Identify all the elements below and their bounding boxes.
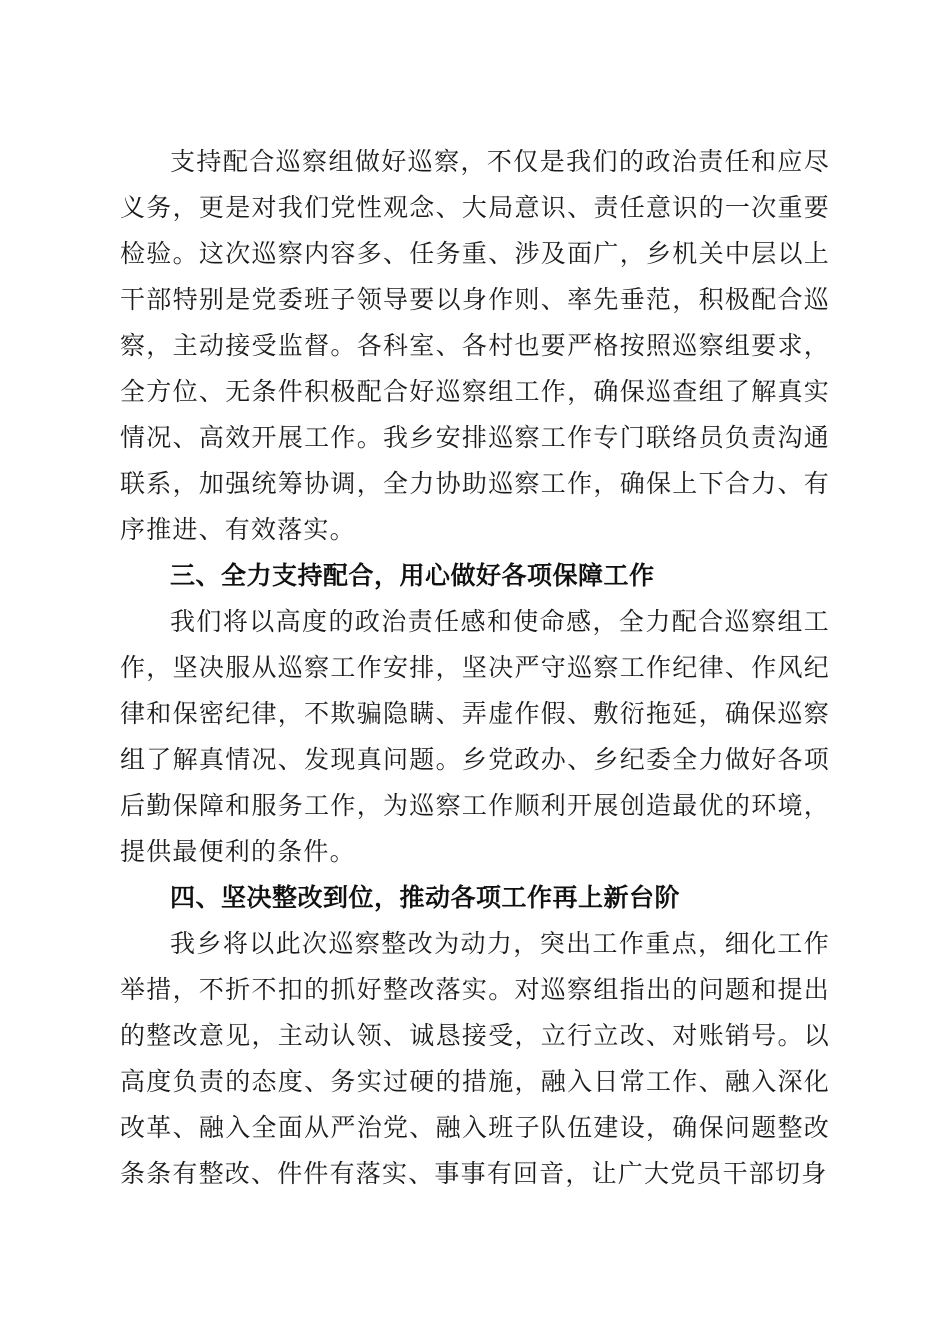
body-paragraph: 我们将以高度的政治责任感和使命感，全力配合巡察组工作，坚决服从巡察工作安排，坚决严守巡察工作纪律、作风纪律和保密纪律，不欺骗隐瞒、弄虚作假、敷衍拖延，确保巡察组了解真情况、发现真问题。乡党政办、乡纪委全力做好各项后勤保障和服务工作，为巡察工作顺利开展创造最优的环境，提供最便利的条件。 bbox=[120, 607, 830, 866]
document-body bbox=[120, 139, 830, 1197]
body-paragraph: 我乡将以此次巡察整改为动力，突出工作重点，细化工作举措，不折不扣的抓好整改落实。对巡察组指出的问题和提出的整改意见，主动认领、诚恳接受，立行立改、对账销号。以高度负责的态度、务实过硬的措施，融入日常工作、融入深化改革、融入全面从严治党、融入班子队伍建设，确保问题整改条条有整改、件件有落实、事事有回音，让广大党员干部切身 bbox=[120, 929, 830, 1188]
body-paragraph: 支持配合巡察组做好巡察，不仅是我们的政治责任和应尽义务，更是对我们党性观念、大局意识、责任意识的一次重要检验。这次巡察内容多、任务重、涉及面广，乡机关中层以上干部特别是党委班子领导要以身作则、率先垂范，积极配合巡察，主动接受监督。各科室、各村也要严格按照巡察组要求，全方位、无条件积极配合好巡察组工作，确保巡查组了解真实情况、高效开展工作。我乡安排巡察工作专门联络员负责沟通联系，加强统筹协调，全力协助巡察工作，确保上下合力、有序推进、有效落实。 bbox=[120, 147, 830, 544]
section-heading: 三、全力支持配合，用心做好各项保障工作 bbox=[170, 561, 655, 590]
section-heading: 四、坚决整改到位，推动各项工作再上新台阶 bbox=[170, 883, 681, 912]
